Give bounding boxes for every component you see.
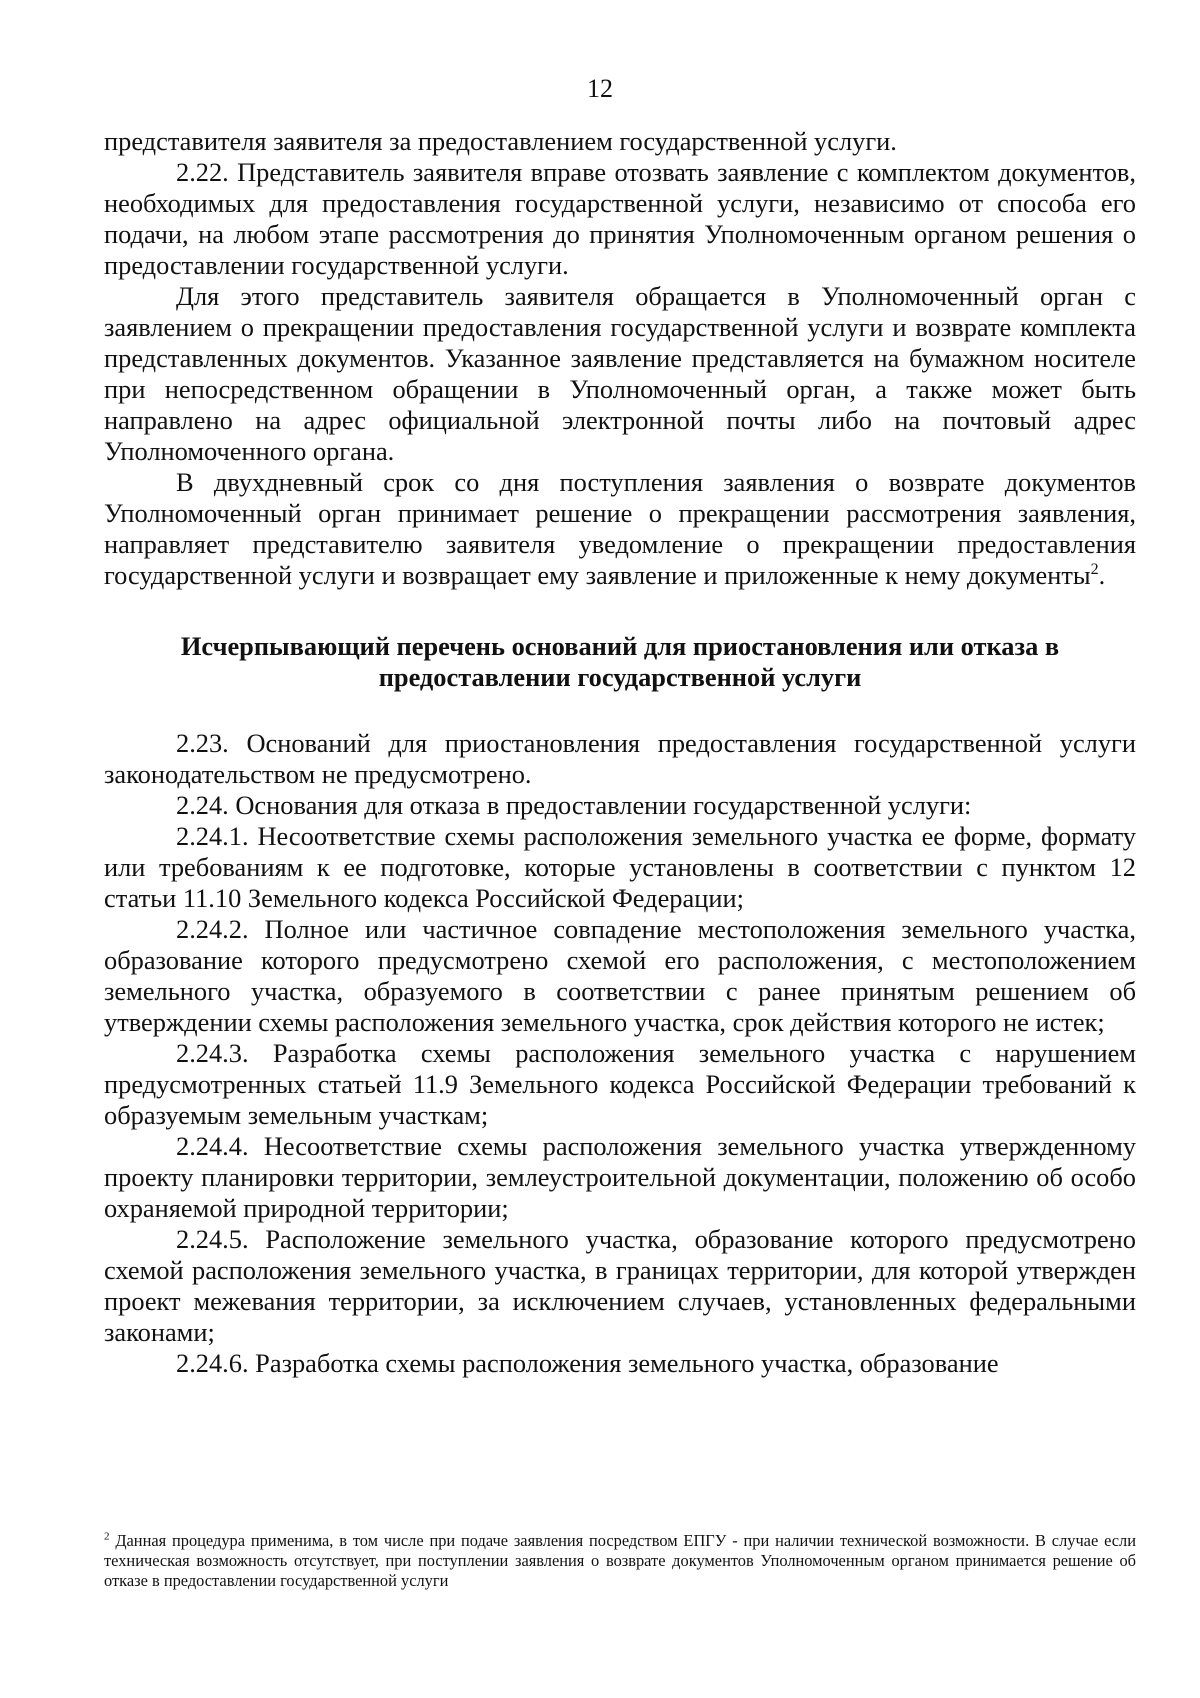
footnote-mark: 2	[104, 1530, 110, 1543]
paragraph-2-24-5: 2.24.5. Расположение земельного участка, образование которого предусмотрено схемой расположения земельного участка, в границах территории, для которой утвержден проект межевания территории, за исключением случаев, установленных федеральными законами;	[104, 1224, 1136, 1347]
footnote-text: Данная процедура применима, в том числе при подаче заявления посредством ЕПГУ - при наличии технической возможности. В случае если техническая возможность отсутствует, при поступлении заявления о возврате документов Уполномоченным органом принимается решение об отказе в предоставлении государственной услуги	[104, 1531, 1136, 1590]
paragraph-two-day-term-end: .	[1098, 560, 1106, 590]
document-body	[104, 126, 1136, 1379]
paragraph-withdrawal-procedure: Для этого представитель заявителя обращается в Уполномоченный орган с заявлением о прекращении предоставления государственной услуги и возврате комплекта представленных документов. Указанное заявление представляется на бумажном носителе при непосредственном обращении в Уполномоченный орган, а также может быть направлено на адрес официальной электронной почты либо на почтовый адрес Уполномоченного органа.	[104, 281, 1136, 466]
paragraph-2-24: 2.24. Основания для отказа в предоставлении государственной услуги:	[176, 790, 972, 820]
paragraph-2-24-2: 2.24.2. Полное или частичное совпадение местоположения земельного участка, образование которого предусмотрено схемой его расположения, с местоположением земельного участка, образуемого в соответствии с ранее принятым решением об утверждении схемы расположения земельного участка, срок действия которого не истек;	[104, 914, 1136, 1037]
footnote-reference: 2	[1090, 561, 1099, 579]
paragraph-continuation: представителя заявителя за предоставлением государственной услуги.	[104, 126, 897, 156]
footnote-separator	[104, 1518, 404, 1519]
paragraph-2-24-4: 2.24.4. Несоответствие схемы расположения земельного участка утвержденному проекту планировки территории, землеустроительной документации, положению об особо охраняемой природной территории;	[104, 1131, 1136, 1223]
paragraph-2-23: 2.23. Оснований для приостановления предоставления государственной услуги законодательством не предусмотрено.	[104, 728, 1136, 789]
paragraph-2-24-6: 2.24.6. Разработка схемы расположения земельного участка, образование	[176, 1348, 999, 1378]
paragraph-two-day-term-text: В двухдневный срок со дня поступления заявления о возврате документов Уполномоченный орган принимает решение о прекращении рассмотрения заявления, направляет представителю заявителя уведомление о прекращении предоставления государственной услуги и возвращает ему заявление и приложенные к нему документы	[104, 467, 1136, 590]
page-number: 12	[587, 74, 613, 103]
paragraph-two-day-term	[104, 467, 1136, 591]
paragraph-2-22: 2.22. Представитель заявителя вправе отозвать заявление с комплектом документов, необходимых для предоставления государственной услуги, независимо от способа его подачи, на любом этапе рассмотрения до принятия Уполномоченным органом решения о предоставлении государственной услуги.	[104, 157, 1136, 280]
section-heading: Исчерпывающий перечень оснований для приостановления или отказа в предоставлении государственной услуги	[180, 631, 1060, 692]
footnote	[104, 1531, 1136, 1591]
paragraph-2-24-1: 2.24.1. Несоответствие схемы расположения земельного участка ее форме, формату или требованиям к ее подготовке, которые установлены в соответствии с пунктом 12 статьи 11.10 Земельного кодекса Российской Федерации;	[104, 821, 1136, 913]
paragraph-2-24-3: 2.24.3. Разработка схемы расположения земельного участка с нарушением предусмотренных статьей 11.9 Земельного кодекса Российской Федерации требований к образуемым земельным участкам;	[104, 1038, 1136, 1130]
